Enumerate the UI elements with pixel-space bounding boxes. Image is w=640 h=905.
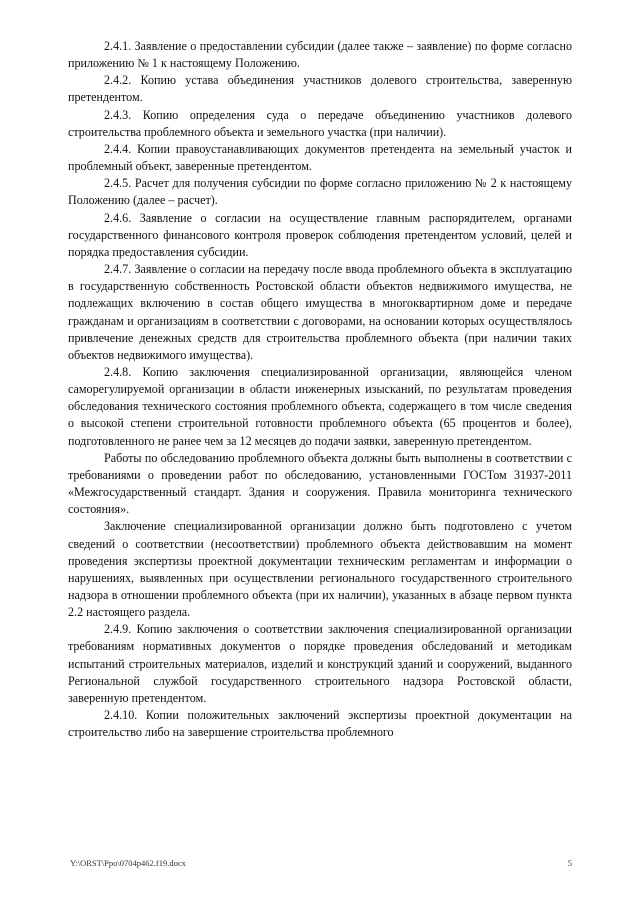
page-number: 5 (567, 858, 572, 868)
paragraph-2-4-4: 2.4.4. Копии правоустанавливающих документов претендента на земельный участок и проблемный объект, заверенные претендентом. (68, 141, 572, 174)
paragraph-2-4-5: 2.4.5. Расчет для получения субсидии по форме согласно приложению № 2 к настоящему Положению (далее – расчет). (68, 176, 572, 208)
paragraph-2-4-8: 2.4.8. Копию заключения специализированной организации, являющейся членом саморегулируемой организации в области инженерных изысканий, по результатам проведения обследования технического состояния проблемного объекта, содержащего в том числе сведения о высокой степени строительной готовности проблемного объекта (65 процентов и более), подготовленного не ранее чем за 12 месяцев до подачи заявки, заверенную претендентом. (68, 364, 572, 448)
paragraph-2-4-1: 2.4.1. Заявление о предоставлении субсидии (далее также – заявление) по форме согласно приложению № 1 к настоящему Положению. (68, 39, 572, 71)
file-path: Y:\ORST\Ppo\0704p462.f19.docx (70, 858, 186, 868)
paragraph-2-4-7: 2.4.7. Заявление о согласии на передачу после ввода проблемного объекта в эксплуатацию в государственную собственность Ростовской области объектов недвижимого имущества, не подлежащих включению в состав общего имущества в многоквартирном доме и передаче гражданам и организациям в соответствии с договорами, на основании которых осуществлялось привлечение денежных средств для строительства проблемного объекта (при наличии таких объектов недвижимого имущества). (68, 262, 572, 362)
paragraph-2-4-10: 2.4.10. Копии положительных заключений экспертизы проектной документации на строительство либо на завершение строительства проблемного (68, 708, 572, 740)
paragraph-2-4-3: 2.4.3. Копию определения суда о передаче объединению участников долевого строительства проблемного объекта и земельного участка (при наличии). (68, 107, 572, 139)
paragraph-survey-works: Работы по обследованию проблемного объекта должны быть выполнены в соответствии с требованиями о проведении работ по обследованию, установленными ГОСТом 31937-2011 «Межгосударственный стандарт. Здания и сооружения. Правила мониторинга технического состояния». (68, 450, 572, 517)
document-body (68, 38, 572, 741)
paragraph-2-4-9: 2.4.9. Копию заключения о соответствии заключения специализированной организации требованиям нормативных документов о порядке проведения обследований и методикам испытаний строительных материалов, изделий и конструкций зданий и сооружений, выданного Региональной службой государственного строительного надзора Ростовской области, заверенную претендентом. (68, 622, 572, 705)
paragraph-2-4-2: 2.4.2. Копию устава объединения участников долевого строительства, заверенную претендентом. (68, 73, 572, 105)
paragraph-specialized-conclusion: Заключение специализированной организации должно быть подготовлено с учетом сведений о соответствии (несоответствии) проблемного объекта действовавшим на момент проведения экспертизы проектной документации техническим регламентам и информации о нарушениях, выявленных при осуществлении регионального государственного строительного надзора в отношении проблемного объекта (при их наличии), указанных в абзаце первом пункта 2.2 настоящего раздела. (68, 519, 572, 620)
paragraph-2-4-6: 2.4.6. Заявление о согласии на осуществление главным распорядителем, органами государственного финансового контроля проверок соблюдения претендентом условий, целей и порядка предоставления субсидии. (68, 210, 572, 259)
